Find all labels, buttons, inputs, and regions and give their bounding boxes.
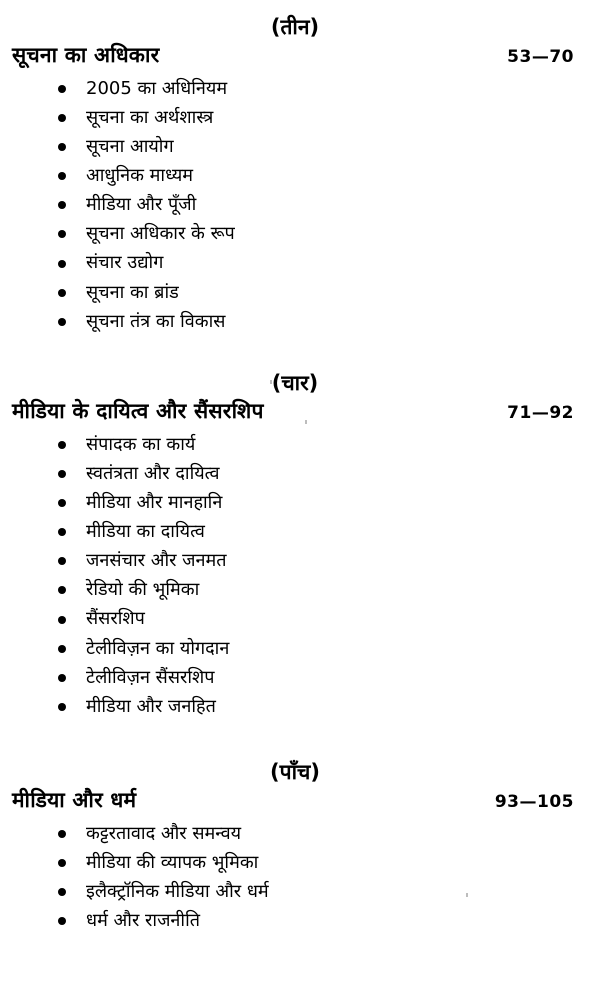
bullet-icon xyxy=(58,441,66,449)
topic-label: टेलीविज़न सैंसरशिप xyxy=(86,666,215,688)
list-item[interactable] xyxy=(58,604,580,633)
section-title[interactable]: मीडिया के दायित्व और सैंसरशिप xyxy=(12,399,264,424)
bullet-icon xyxy=(58,230,66,238)
list-item[interactable] xyxy=(58,848,580,877)
bullet-icon xyxy=(58,674,66,682)
list-item[interactable] xyxy=(58,546,580,575)
paper-speck xyxy=(270,380,272,384)
bullet-icon xyxy=(58,470,66,478)
section-page-range: 53—70 xyxy=(507,47,574,68)
section-title[interactable]: मीडिया और धर्म xyxy=(12,788,137,813)
list-item[interactable] xyxy=(58,278,580,307)
bullet-icon xyxy=(58,318,66,326)
paper-speck xyxy=(305,420,307,424)
section-header xyxy=(10,787,580,814)
topic-label: सूचना का अर्थशास्त्र xyxy=(86,106,214,128)
section-number: (पाँच) xyxy=(270,760,320,785)
section-number: (चार) xyxy=(271,370,319,395)
topic-label: जनसंचार और जनमत xyxy=(86,550,227,572)
list-item[interactable] xyxy=(58,161,580,190)
list-item[interactable] xyxy=(58,190,580,219)
bullet-icon xyxy=(58,260,66,268)
bullet-icon xyxy=(58,616,66,624)
bullet-icon xyxy=(58,499,66,507)
topic-label: सूचना का ब्रांड xyxy=(86,281,179,303)
section-header xyxy=(10,42,580,69)
section-header xyxy=(10,398,580,425)
topic-label: सैंसरशिप xyxy=(86,608,145,630)
topic-list xyxy=(10,819,580,936)
list-item[interactable] xyxy=(58,634,580,663)
section-page-range: 71—92 xyxy=(507,403,574,424)
list-item[interactable] xyxy=(58,906,580,935)
section-page-range: 93—105 xyxy=(494,792,574,813)
bullet-icon xyxy=(58,85,66,93)
bullet-icon xyxy=(58,172,66,180)
topic-label: सूचना आयोग xyxy=(86,135,174,157)
bullet-icon xyxy=(58,557,66,565)
bullet-icon xyxy=(58,289,66,297)
list-item[interactable] xyxy=(58,74,580,103)
bullet-icon xyxy=(58,703,66,711)
list-item[interactable] xyxy=(58,219,580,248)
topic-label: मीडिया का दायित्व xyxy=(86,520,205,542)
topic-label: धर्म और राजनीति xyxy=(86,910,201,932)
list-item[interactable] xyxy=(58,430,580,459)
list-item[interactable] xyxy=(58,819,580,848)
topic-label: 2005 का अधिनियम xyxy=(86,77,228,99)
topic-label: टेलीविज़न का योगदान xyxy=(86,637,230,659)
bullet-icon xyxy=(58,586,66,594)
topic-label: संचार उद्योग xyxy=(86,252,164,274)
bullet-icon xyxy=(58,830,66,838)
list-item[interactable] xyxy=(58,517,580,546)
topic-label: सूचना अधिकार के रूप xyxy=(86,223,235,245)
topic-list xyxy=(10,430,580,722)
toc-section xyxy=(10,14,580,336)
list-item[interactable] xyxy=(58,248,580,277)
list-item[interactable] xyxy=(58,459,580,488)
bullet-icon xyxy=(58,114,66,122)
topic-label: कट्टरतावाद और समन्वय xyxy=(86,822,242,844)
list-item[interactable] xyxy=(58,877,580,906)
list-item[interactable] xyxy=(58,692,580,721)
topic-label: मीडिया और पूँजी xyxy=(86,194,197,216)
topic-label: इलैक्ट्रॉनिक मीडिया और धर्म xyxy=(86,880,269,902)
list-item[interactable] xyxy=(58,307,580,336)
list-item[interactable] xyxy=(58,132,580,161)
list-item[interactable] xyxy=(58,663,580,692)
bullet-icon xyxy=(58,528,66,536)
bullet-icon xyxy=(58,201,66,209)
topic-label: रेडियो की भूमिका xyxy=(86,579,200,601)
bullet-icon xyxy=(58,143,66,151)
bullet-icon xyxy=(58,859,66,867)
topic-list xyxy=(10,74,580,336)
topic-label: संपादक का कार्य xyxy=(86,433,196,455)
bullet-icon xyxy=(58,645,66,653)
toc-section xyxy=(10,370,580,721)
list-item[interactable] xyxy=(58,488,580,517)
bullet-icon xyxy=(58,888,66,896)
topic-label: मीडिया और जनहित xyxy=(86,695,216,717)
section-title[interactable]: सूचना का अधिकार xyxy=(12,43,160,68)
topic-label: स्वतंत्रता और दायित्व xyxy=(86,462,220,484)
section-spacer xyxy=(10,725,580,759)
bullet-icon xyxy=(58,917,66,925)
section-number: (तीन) xyxy=(270,15,320,39)
topic-label: आधुनिक माध्यम xyxy=(86,165,194,187)
list-item[interactable] xyxy=(58,575,580,604)
topic-label: सूचना तंत्र का विकास xyxy=(86,310,226,332)
toc-section xyxy=(10,759,580,935)
topic-label: मीडिया और मानहानि xyxy=(86,491,223,513)
list-item[interactable] xyxy=(58,103,580,132)
topic-label: मीडिया की व्यापक भूमिका xyxy=(86,851,259,873)
section-spacer xyxy=(10,340,580,370)
